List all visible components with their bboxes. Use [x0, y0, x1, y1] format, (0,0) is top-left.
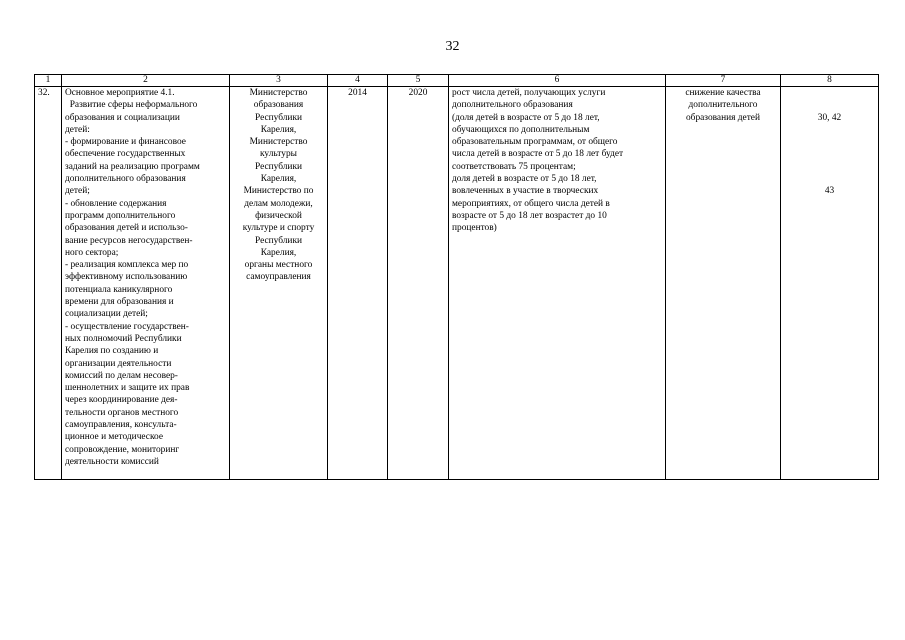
activity-line: - формирование и финансовое: [65, 137, 186, 148]
page-number: 32: [445, 39, 460, 54]
activity-line: Карелия по созданию и: [65, 346, 159, 357]
activity-line: - осуществление государствен-: [65, 321, 189, 332]
executor-line: культуре и спорту: [242, 223, 315, 234]
executor-line: физической: [255, 210, 302, 221]
result-line: процентов): [452, 223, 497, 234]
result-line: (доля детей в возрасте от 5 до 18 лет,: [452, 112, 600, 123]
executor-line: Республики: [254, 235, 303, 246]
column-header-1: 1: [35, 75, 62, 87]
activity-line: эффективному использованию: [65, 272, 188, 283]
consequence-line: образования детей: [685, 112, 760, 123]
executor-line: Министерство: [249, 88, 308, 98]
activity-line: образования детей и использо-: [65, 223, 188, 234]
activity-line: через координирование дея-: [65, 395, 178, 406]
result-line: соответствовать 75 процентам;: [452, 161, 576, 172]
executor-line: Республики: [254, 161, 303, 172]
column-number-row: [35, 75, 879, 87]
activity-cell: [62, 87, 230, 480]
activity-line: организации деятельности: [65, 358, 172, 369]
activity-line: самоуправления, консульта-: [65, 420, 177, 431]
measures-table: [34, 74, 879, 480]
result-line: вовлеченных в участие в творческих: [452, 186, 599, 197]
executor-line: Карелия,: [260, 247, 297, 258]
activity-line: Развитие сферы неформального: [65, 100, 198, 111]
executor-lines: [233, 87, 324, 284]
activity-line: дополнительного образования: [65, 174, 186, 185]
activity-line: программ дополнительного: [65, 210, 176, 221]
activity-line: потенциала каникулярного: [65, 284, 173, 295]
activity-line: заданий на реализацию программ: [65, 161, 200, 172]
column-header-3: 3: [230, 75, 328, 87]
activity-line: времени для образования и: [65, 297, 174, 308]
result-line: рост числа детей, получающих услуги: [452, 88, 606, 98]
result-line: числа детей в возрасте от 5 до 18 лет будет: [452, 149, 624, 160]
column-header-4: 4: [328, 75, 388, 87]
consequence-lines: [669, 87, 777, 124]
row-number: 32.: [35, 87, 62, 480]
column-header-6: 6: [449, 75, 666, 87]
activity-line: образования и социализации: [65, 112, 180, 123]
executor-line: самоуправления: [246, 272, 311, 283]
activity-line: вание ресурсов негосударствен-: [65, 235, 193, 246]
executor-line: Республики: [254, 112, 303, 123]
activity-line: шеннолетних и защите их прав: [65, 383, 190, 394]
executor-line: Карелия,: [260, 124, 297, 135]
activity-line: обеспечение государственных: [65, 149, 186, 160]
executor-line: Карелия,: [260, 174, 297, 185]
consequence-line: снижение качества: [685, 88, 761, 98]
indicators-b: 43: [824, 185, 835, 196]
column-header-5: 5: [388, 75, 449, 87]
executor-line: Министерство: [249, 137, 308, 148]
activity-lines: [65, 87, 226, 468]
activity-line: сопровождение, мониторинг: [65, 444, 180, 455]
activity-line: - обновление содержания: [65, 198, 167, 209]
column-header-8: 8: [781, 75, 879, 87]
result-line: дополнительного образования: [452, 100, 573, 111]
activity-line: Основное мероприятие 4.1.: [65, 88, 175, 98]
executor-line: Министерство по: [243, 186, 314, 197]
indicators-cell: [781, 87, 879, 480]
start-year: 2014: [328, 87, 388, 480]
executor-line: органы местного: [244, 260, 313, 271]
result-lines: [452, 87, 662, 235]
activity-line: ных полномочий Республики: [65, 333, 182, 344]
activity-line: тельности органов местного: [65, 407, 179, 418]
result-line: доля детей в возрасте от 5 до 18 лет,: [452, 174, 597, 185]
activity-line: социализации детей;: [65, 309, 148, 320]
table-row: [35, 87, 879, 480]
result-line: мероприятиях, от общего числа детей в: [452, 198, 610, 209]
expected-result-cell: [449, 87, 666, 480]
activity-line: ного сектора;: [65, 247, 119, 258]
result-line: возрасте от 5 до 18 лет возрастет до 10: [452, 210, 607, 221]
end-year: 2020: [388, 87, 449, 480]
indicators-a: 30, 42: [817, 112, 842, 123]
executor-line: делам молодежи,: [244, 198, 313, 209]
executor-line: культуры: [260, 149, 297, 160]
column-header-7: 7: [666, 75, 781, 87]
column-header-2: 2: [62, 75, 230, 87]
activity-line: детей:: [65, 124, 90, 135]
result-line: образовательным программам, от общего: [452, 137, 618, 148]
consequence-cell: [666, 87, 781, 480]
result-line: обучающихся по дополнительным: [452, 124, 590, 135]
executor-line: образования: [253, 100, 304, 111]
activity-line: - реализация комплекса мер по: [65, 260, 189, 271]
executor-cell: [230, 87, 328, 480]
activity-line: ционное и методическое: [65, 432, 164, 443]
activity-line: детей;: [65, 186, 90, 197]
activity-line: комиссий по делам несовер-: [65, 370, 178, 381]
consequence-line: дополнительного: [688, 100, 758, 111]
activity-line: деятельности комиссий: [65, 456, 159, 467]
